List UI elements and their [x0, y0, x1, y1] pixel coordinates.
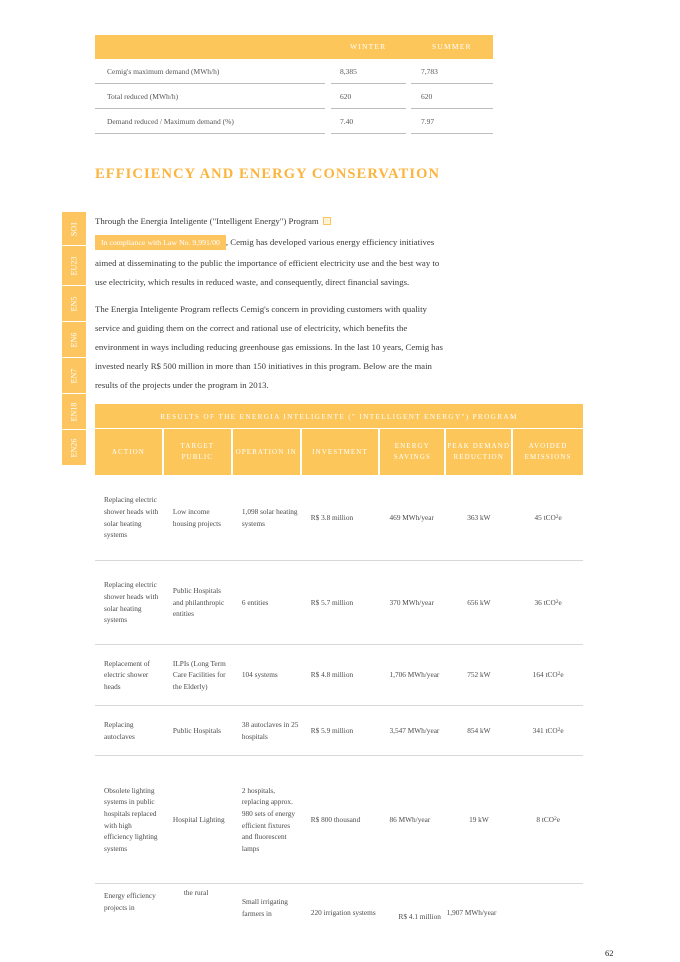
- section-title: EFFICIENCY AND ENERGY CONSERVATION: [95, 166, 441, 182]
- col-avoided-emissions: AVOIDED EMISSIONS: [513, 429, 583, 475]
- table-row: [95, 645, 583, 706]
- program-line: environment in ways including reducing greenhouse gas emissions. In the last 10 years, Cemig has: [95, 342, 443, 352]
- demand-row-winter: 620: [340, 92, 352, 101]
- cell-target-public: ILPIs (Long Term Care Facilities for the Elderly): [172, 658, 226, 691]
- cell-operation: Small irrigating farmers in: [241, 897, 288, 918]
- gri-tab[interactable]: [62, 322, 86, 358]
- program-line: invested nearly R$ 500 million in more than 150 initiatives in this program. Below are the main: [95, 361, 432, 371]
- intro-line: , Cemig has developed various energy efficiency initiatives: [225, 237, 435, 247]
- cell-target-public: Public Hospitals and philanthropic entities: [172, 586, 225, 619]
- cell-operation: 2 hospitals, replacing approx. 980 sets of energy efficient fixtures and fluorescent lamps: [241, 785, 296, 853]
- demand-row-summer: 620: [421, 92, 433, 101]
- gri-tab-label: EN18: [69, 402, 79, 421]
- cell-action: Replacing electric shower heads with solar heating systems: [104, 580, 159, 625]
- cell-energy-savings: 86 MWh/year: [389, 814, 431, 824]
- cell-peak-reduction: 656 kW: [467, 597, 491, 607]
- page-number: 62: [605, 948, 614, 958]
- col-peak-demand-reduction: PEAK DEMAND REDUCTION: [446, 429, 511, 475]
- cell-target-public: Low income housing projects: [172, 506, 221, 528]
- cell-avoided-emissions: 164 tCO 2 e: [532, 670, 564, 680]
- cell-investment: R$ 4.8 million: [310, 670, 354, 680]
- cell-energy-savings: R$ 4.1 million: [398, 912, 441, 921]
- cell-energy-savings: 1,706 MWh/year: [389, 670, 440, 680]
- intro-line: Through the Energia Inteligente ("Intelligent Energy") Program: [95, 216, 319, 226]
- cell-action: Obsolete lighting systems in public hospitals replaced with high efficiency lighting systems: [104, 785, 158, 853]
- cell-peak-reduction: 854 kW: [467, 725, 491, 735]
- program-line: service and guiding them on the correct and rational use of electricity, which benefits the: [95, 323, 408, 333]
- demand-row: [95, 84, 493, 109]
- program-line: results of the projects under the program in 2013.: [95, 380, 269, 390]
- cell-avoided-emissions: 341 tCO 2 e: [532, 725, 564, 735]
- gri-tab-label: SO1: [69, 221, 79, 236]
- gri-tab[interactable]: [62, 286, 86, 322]
- cell-target-public: Public Hospitals: [172, 725, 221, 735]
- intro-line: aimed at disseminating to the public the importance of efficient electricity use and the best way to: [95, 258, 440, 268]
- gri-tab[interactable]: [62, 358, 86, 394]
- cell-action: Replacing autoclaves: [104, 719, 135, 741]
- cell-investment: R$ 5.9 million: [310, 725, 354, 735]
- cell-energy-savings: 3,547 MWh/year: [389, 725, 440, 735]
- gri-tab-label: EN5: [69, 296, 79, 311]
- cell-energy-savings: 469 MWh/year: [389, 512, 434, 522]
- cell-investment: 220 irrigation systems: [310, 908, 376, 917]
- demand-row-summer: 7,783: [421, 67, 438, 76]
- cell-action: Replacing electric shower heads with solar heating systems: [104, 495, 159, 540]
- note-icon: [323, 217, 331, 225]
- winter-header: WINTER: [350, 42, 387, 51]
- gri-tab-label: EN6: [69, 332, 79, 347]
- cell-target-public: Hospital Lighting: [172, 814, 225, 824]
- gri-tab-label: EN26: [69, 438, 79, 457]
- table-row: [95, 475, 583, 561]
- cell-investment: R$ 3.8 million: [310, 512, 354, 522]
- gri-indicator-tabs: [62, 212, 86, 466]
- col-target-public: TARGET PUBLIC: [164, 429, 231, 475]
- gri-tab-label: EU23: [69, 256, 79, 275]
- table-row: [95, 756, 583, 884]
- law-compliance-badge: In compliance with Law No. 9,991/00: [95, 235, 226, 250]
- cell-operation: 6 entities: [241, 597, 269, 607]
- cell-peak-reduction: 363 kW: [467, 512, 491, 522]
- gri-tab-label: EN7: [69, 368, 79, 383]
- demand-row-winter: 8,385: [340, 67, 357, 76]
- program-line: The Energia Inteligente Program reflects Cemig's concern in providing customers with quality: [95, 304, 427, 314]
- col-investment: INVESTMENT: [302, 429, 379, 475]
- gri-tab[interactable]: [62, 212, 86, 246]
- demand-row-winter: 7.40: [340, 117, 354, 126]
- cell-avoided-emissions: 8 tCO 2 e: [536, 814, 560, 824]
- demand-table: [95, 35, 493, 134]
- demand-table-header: [95, 35, 493, 59]
- cell-operation: 1,098 solar heating systems: [241, 506, 298, 528]
- cell-avoided-emissions: 36 tCO 2 e: [534, 597, 562, 607]
- col-operation-in: OPERATION IN: [233, 429, 300, 475]
- program-table-caption: RESULTS OF THE ENERGIA INTELIGENTE (" INTELLIGENT ENERGY") PROGRAM: [95, 404, 583, 429]
- demand-row-label: Demand reduced / Maximum demand (%): [107, 117, 234, 126]
- cell-investment: R$ 5.7 million: [310, 597, 354, 607]
- gri-tab[interactable]: [62, 430, 86, 466]
- table-row: [95, 706, 583, 756]
- cell-peak-reduction: 752 kW: [467, 670, 491, 680]
- intro-line: use electricity, which results in reduced waste, and consequently, direct financial savings.: [95, 277, 410, 287]
- gri-tab[interactable]: [62, 246, 86, 286]
- demand-row: [95, 109, 493, 134]
- program-paragraph: [95, 300, 505, 396]
- cell-avoided-emissions: 45 tCO 2 e: [534, 512, 562, 522]
- table-row: [95, 884, 583, 944]
- cell-operation: 38 autoclaves in 25 hospitals: [241, 719, 299, 741]
- demand-row: [95, 59, 493, 84]
- cell-action: Replacement of electric shower heads: [104, 658, 150, 691]
- cell-peak-reduction: 1,907 MWh/year: [446, 908, 497, 917]
- cell-peak-reduction: 19 kW: [469, 814, 489, 824]
- summer-header: SUMMER: [432, 42, 472, 51]
- table-row: [95, 561, 583, 645]
- intro-paragraph: [95, 212, 505, 292]
- cell-operation: 104 systems: [241, 670, 278, 680]
- program-results-table: [95, 404, 583, 944]
- program-table-header: [95, 429, 583, 475]
- cell-target-public: the rural: [183, 888, 209, 897]
- demand-row-label: Total reduced (MWh/h): [107, 92, 179, 101]
- cell-action: Energy efficiency projects in: [104, 891, 156, 912]
- col-action: ACTION: [95, 429, 162, 475]
- demand-row-summer: 7.97: [421, 117, 435, 126]
- col-energy-savings: ENERGY SAVINGS: [380, 429, 444, 475]
- gri-tab[interactable]: [62, 394, 86, 430]
- cell-investment: R$ 800 thousand: [310, 814, 361, 824]
- cell-energy-savings: 370 MWh/year: [389, 597, 434, 607]
- demand-row-label: Cemig's maximum demand (MWh/h): [107, 67, 220, 76]
